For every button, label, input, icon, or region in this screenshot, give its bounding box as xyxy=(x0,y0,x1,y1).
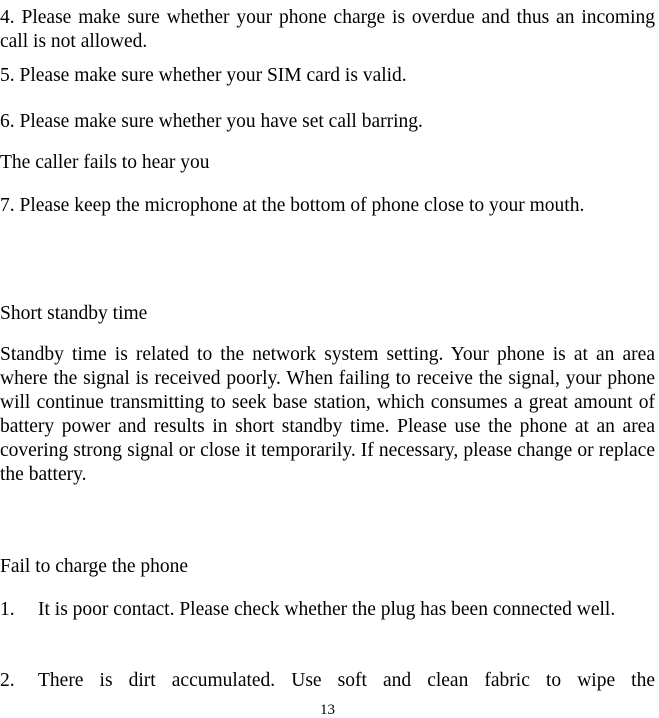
list-item-text: There is dirt accumulated. Use soft and clean fabric to wipe the xyxy=(38,670,655,691)
list-item-text: It is poor contact. Please check whether the plug has been connected well. xyxy=(38,599,616,620)
section-heading-standby: Short standby time xyxy=(0,303,148,324)
list-item-number: 1. xyxy=(0,599,15,620)
paragraph-item-7: 7. Please keep the microphone at the bottom of phone close to your mouth. xyxy=(0,195,585,216)
list-item-number: 2. xyxy=(0,670,15,691)
section-heading-charge: Fail to charge the phone xyxy=(0,556,189,577)
section-heading-caller: The caller fails to hear you xyxy=(0,152,210,173)
paragraph-item-4: 4. Please make sure whether your phone charge is overdue and thus an incoming call is not allowed. xyxy=(0,7,655,52)
paragraph-item-5: 5. Please make sure whether your SIM card is valid. xyxy=(0,65,407,86)
paragraph-item-6: 6. Please make sure whether you have set call barring. xyxy=(0,111,423,132)
paragraph-standby: Standby time is related to the network system setting. Your phone is at an area where the signal is received poorly. When failing to receive the signal, your phone will continue transmitting to seek base station, which consumes a great amount of battery power and results in short standby time. Please use the phone at an area covering strong signal or close it temporarily. If necessary, please change or replace the battery. xyxy=(0,344,655,485)
page-number: 13 xyxy=(320,702,335,718)
